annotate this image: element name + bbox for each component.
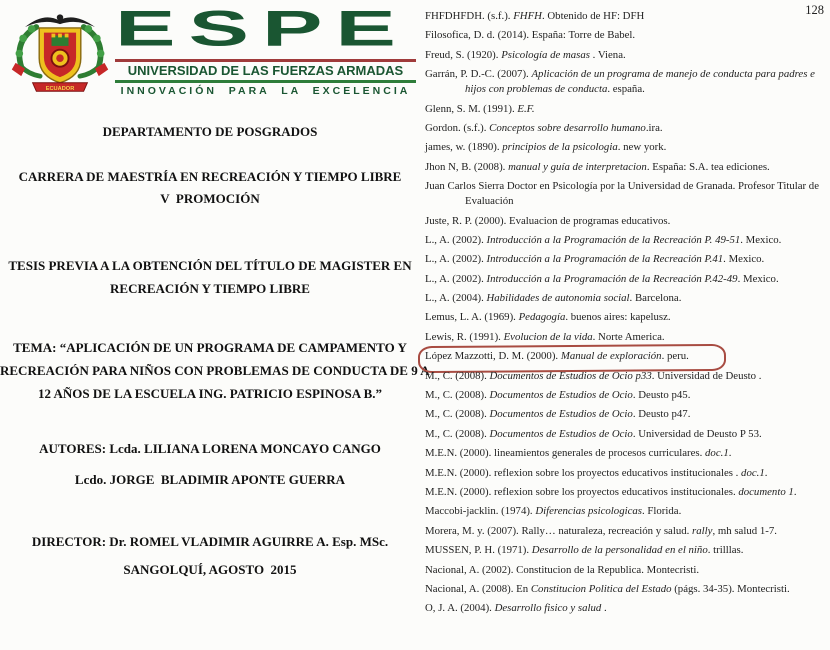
reference-entry: Freud, S. (1920). Psicología de masas . Viena. (425, 48, 626, 61)
reference-entry: Jhon N, B. (2008). manual y guía de interpretacion. España: S.A. tea ediciones. (425, 160, 770, 173)
reference-entry: M., C. (2008). Documentos de Estudios de Ocio. Deusto p47. (425, 408, 691, 421)
reference-entry: O, J. A. (2004). Desarrollo fisico y salud . (425, 602, 607, 615)
page-number: 128 (805, 3, 824, 17)
reference-entry: FHFDHFDH. (s.f.). FHFH. Obtenido de HF: DFH (425, 10, 645, 22)
reference-entry: Glenn, S. M. (1991). E.F. (425, 102, 535, 115)
espe-logo (8, 0, 416, 102)
reference-entry: Filosofica, D. d. (2014). España: Torre de Babel. (425, 29, 636, 42)
reference-entry: james, w. (1890). principios de la psicologia. new york. (425, 141, 667, 154)
program-heading: CARRERA DE MAESTRÍA EN RECREACIÓN Y TIEMPO LIBRE V PROMOCIÓN (18, 169, 402, 206)
reference-entry: Juan Carlos Sierra Doctor en Psicología por la Universidad de Granada. Profesor Titular de Evaluación (425, 180, 819, 208)
reference-entry: L., A. (2002). Introducción a la Programación de la Recreación P.41. Mexico. (425, 253, 765, 266)
references-list (423, 0, 827, 616)
reference-entry: Nacional, A. (2008). En Constitucion Politica del Estado (págs. 34-35). Montecristi. (425, 582, 790, 595)
bibliography-column (423, 0, 827, 621)
reference-entry: M.E.N. (2000). reflexion sobre los proyectos educativos institucionales. documento 1. (425, 485, 797, 498)
logo-subtitle: UNIVERSIDAD DE LAS FUERZAS ARMADAS (127, 63, 404, 78)
reference-entry: L., A. (2002). Introducción a la Programación de la Recreación P.42-49. Mexico. (425, 272, 779, 285)
espe-wordmark (115, 0, 416, 102)
reference-entry: MUSSEN, P. H. (1971). Desarrollo de la personalidad en el niño. trilllas. (425, 544, 744, 557)
reference-entry: López Mazzotti, D. M. (2000). Manual de exploración. peru. (425, 349, 826, 364)
reference-entry: Juste, R. P. (2000). Evaluacion de programas educativos. (425, 214, 671, 227)
reference-entry: M.E.N. (2000). lineamientos generales de procesos curriculares. doc.1. (425, 447, 732, 460)
espe-crest-icon (8, 6, 112, 100)
logo-green-rule (115, 80, 416, 83)
tema-heading: TEMA: “APLICACIÓN DE UN PROGRAMA DE CAMPAMENTO Y RECREACIÓN PARA NIÑOS CON PROBLEMAS DE CONDUCTA DE 9 A 12 AÑOS DE LA ESCUELA ING. PATRICIO ESPINOSA B.” (0, 340, 430, 401)
authors-line-2: Lcdo. JORGE BLADIMIR APONTE GUERRA (74, 472, 346, 487)
reference-entry: Nacional, A. (2002). Constitucion de la Republica. Montecristi. (425, 563, 700, 576)
reference-entry: Gordon. (s.f.). Conceptos sobre desarrollo humano.ira. (425, 121, 663, 134)
crest-motto: ECUADOR (45, 85, 75, 92)
reference-entry: M., C. (2008). Documentos de Estudios de Ocio. Deusto p45. (425, 389, 691, 402)
reference-entry: Lemus, L. A. (1969). Pedagogía. buenos aires: kapelusz. (425, 311, 671, 324)
reference-entry: M., C. (2008). Documentos de Estudios de Ocio p33. Universidad de Deusto . (425, 369, 762, 382)
department-heading: DEPARTAMENTO DE POSGRADOS (102, 124, 318, 139)
reference-entry: L., A. (2002). Introducción a la Programación de la Recreación P. 49-51. Mexico. (425, 233, 782, 246)
director-line: DIRECTOR: Dr. ROMEL VLADIMIR AGUIRRE A. Esp. MSc. (31, 534, 389, 549)
reference-entry: Morera, M. y. (2007). Rally… naturaleza, recreación y salud. rally, mh salud 1-7. (425, 524, 777, 537)
place-date-line: SANGOLQUÍ, AGOSTO 2015 (123, 562, 297, 577)
reference-entry: M., C. (2008). Documentos de Estudios de Ocio. Universidad de Deusto P 53. (425, 427, 762, 440)
reference-entry: M.E.N. (2000). reflexion sobre los proyectos educativos institucionales . doc.1. (425, 466, 768, 479)
reference-entry: Lewis, R. (1991). Evolucion de la vida. Norte America. (425, 330, 665, 343)
espe-acronym: ESPE (115, 0, 409, 57)
reference-entry: Garrán, P. D.-C. (2007). Aplicación de un programa de manejo de conducta para padres e hijos con problemas de conducta. españa. (425, 68, 815, 96)
reference-entry: Maccobi-jacklin. (1974). Diferencias psicologicas. Florida. (425, 505, 682, 518)
thesis-heading: TESIS PREVIA A LA OBTENCIÓN DEL TÍTULO DE MAGISTER EN RECREACIÓN Y TIEMPO LIBRE (8, 258, 412, 296)
authors-line-1: AUTORES: Lcda. LILIANA LORENA MONCAYO CANGO (39, 441, 381, 456)
logo-tagline: INNOVACIÓN PARA LA EXCELENCIA (120, 85, 411, 97)
reference-entry: L., A. (2004). Habilidades de autonomia social. Barcelona. (425, 292, 682, 305)
logo-red-rule (115, 59, 416, 62)
